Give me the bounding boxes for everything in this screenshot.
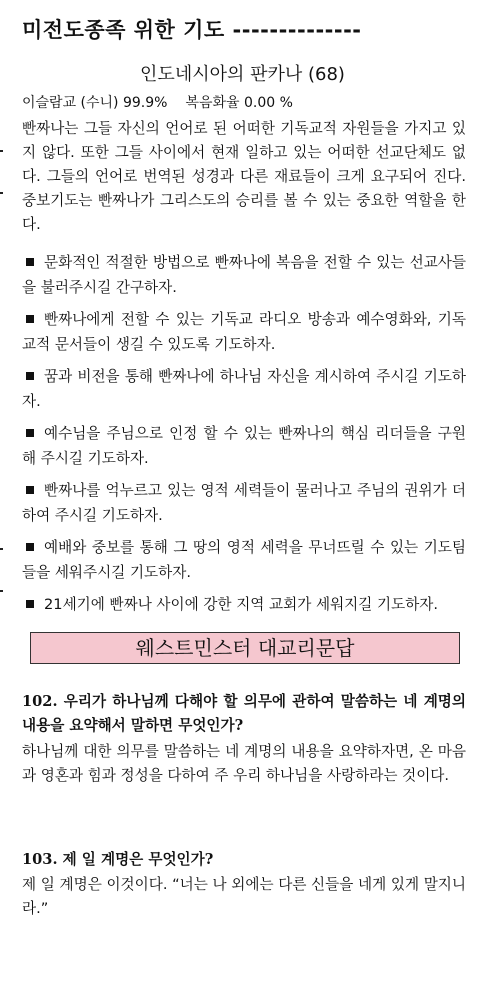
question-102: 102. 우리가 하나님께 다해야 할 의무에 관하여 말씀하는 네 계명의 내용을 요약해서 말하면 무엇인가? (22, 693, 466, 734)
prayer-item (22, 478, 466, 528)
margin-mark (0, 192, 3, 194)
prayer-text: 예수님을 주님으로 인정 할 수 있는 빤짜나의 핵심 리더들을 구원해 주시길 기도하자. (22, 425, 466, 467)
bullet-square-icon (26, 372, 34, 380)
prayer-item (22, 364, 466, 414)
prayer-item (22, 307, 466, 357)
catechism-banner: 웨스트민스터 대교리문답 (30, 632, 460, 664)
bullet-square-icon (26, 543, 34, 551)
bullet-square-icon (26, 258, 34, 266)
margin-mark (0, 590, 3, 592)
prayer-text: 빤짜나를 억누르고 있는 영적 세력들이 물러나고 주님의 권위가 더하여 주시길 기도하자. (22, 482, 466, 524)
gospel-rate-text: 복음화율 0.00 % (185, 95, 293, 111)
question-103: 103. 제 일 계명은 무엇인가? (22, 851, 214, 868)
answer-103: 제 일 계명은 이것이다. “너는 나 외에는 다른 신들을 네게 있게 말지니라.” (22, 876, 466, 917)
prayer-text: 예배와 중보를 통해 그 땅의 영적 세력을 무너뜨릴 수 있는 기도팀들을 세워주시길 기도하자. (22, 539, 466, 581)
intro-paragraph: 빤짜나는 그들 자신의 언어로 된 어떠한 기독교적 자원들을 가지고 있지 않다. 또한 그들 사이에서 현재 일하고 있는 어떠한 선교단체도 없다. 그들의 언어로 번역된 성경과 다른 재료들이 크게 요구되어 진다. 중보기도는 빤짜나가 그리스도의 승리를 볼 수 있는 중요한 역할을 한다. (22, 120, 466, 233)
prayer-item (22, 250, 466, 300)
prayer-item (22, 535, 466, 585)
religion-text: 이슬람교 (수니) 99.9% (22, 95, 168, 111)
prayer-text: 빤짜나에게 전할 수 있는 기독교 라디오 방송과 예수영화와, 기독교적 문서들이 생길 수 있도록 기도하자. (22, 311, 466, 353)
prayer-item (22, 421, 466, 471)
answer-102: 하나님께 대한 의무를 말씀하는 네 계명의 내용을 요약하자면, 온 마음과 영혼과 힘과 정성을 다하여 주 우리 하나님을 사랑하라는 것이다. (22, 743, 466, 784)
page-title: 미전도종족 위한 기도 -------------- (22, 18, 362, 42)
bullet-square-icon (26, 486, 34, 494)
people-stats (22, 92, 293, 112)
bullet-square-icon (26, 429, 34, 437)
margin-mark (0, 548, 3, 550)
prayer-text: 문화적인 적절한 방법으로 빤짜나에 복음을 전할 수 있는 선교사들을 불러주시길 간구하자. (22, 254, 466, 296)
bullet-square-icon (26, 315, 34, 323)
prayer-text: 21세기에 빤짜나 사이에 강한 지역 교회가 세워지길 기도하자. (44, 596, 439, 613)
bullet-square-icon (26, 600, 34, 608)
prayer-text: 꿈과 비전을 통해 빤짜나에 하나님 자신을 계시하여 주시길 기도하자. (22, 368, 466, 410)
prayer-item (22, 592, 466, 617)
prayer-list (22, 250, 466, 624)
margin-mark (0, 150, 3, 152)
people-group-title: 인도네시아의 판카나 (68) (140, 64, 345, 85)
